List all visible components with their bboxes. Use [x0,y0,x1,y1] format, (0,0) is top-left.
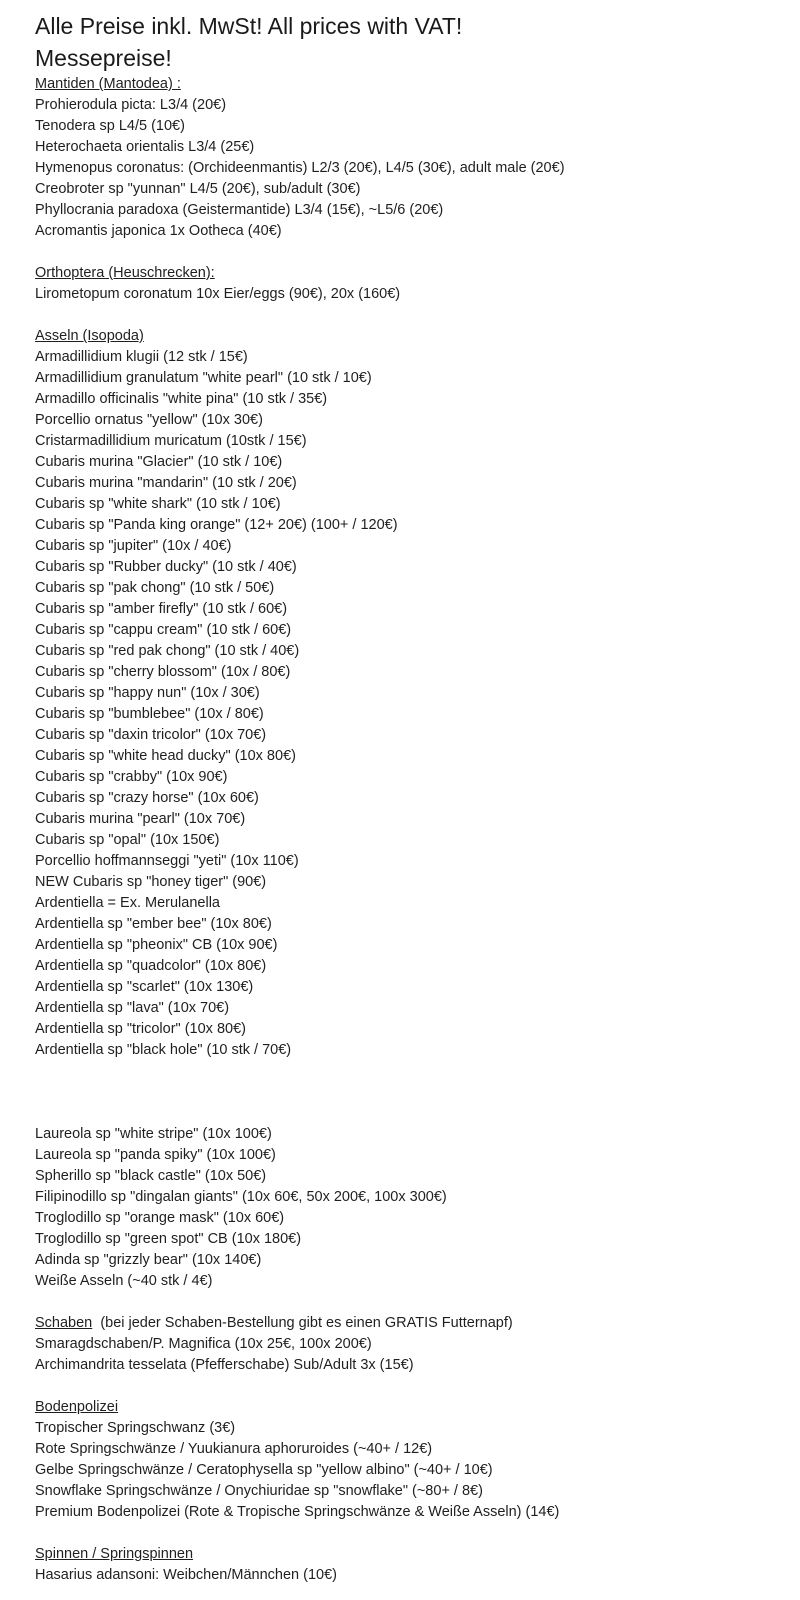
list-item: Adinda sp "grizzly bear" (10x 140€) [35,1252,262,1268]
section-heading-asseln: Asseln (Isopoda) [35,328,144,344]
list-item: Ardentiella sp "ember bee" (10x 80€) [35,916,272,932]
list-item: Cubaris sp "jupiter" (10x / 40€) [35,538,232,554]
list-item: Acromantis japonica 1x Ootheca (40€) [35,223,282,239]
list-item: Cubaris sp "happy nun" (10x / 30€) [35,685,260,701]
section-heading-mantiden: Mantiden (Mantodea) : [35,76,181,92]
list-item: Laureola sp "white stripe" (10x 100€) [35,1126,272,1142]
list-item: Laureola sp "panda spiky" (10x 100€) [35,1147,276,1163]
list-orthoptera [35,284,795,305]
list-item: Lirometopum coronatum 10x Eier/eggs (90€), 20x (160€) [35,286,401,302]
section-heading-spinnen: Spinnen / Springspinnen [35,1546,194,1562]
list-item: Cubaris sp "amber firefly" (10 stk / 60€) [35,601,288,617]
schaben-note: (bei jeder Schaben-Bestellung gibt es einen GRATIS Futternapf) [100,1315,513,1331]
list-item: Hasarius adansoni: Weibchen/Männchen (10€) [35,1567,337,1583]
list-item: Ardentiella sp "tricolor" (10x 80€) [35,1021,246,1037]
list-schaben [35,1334,795,1376]
list-item: NEW Cubaris sp "honey tiger" (90€) [35,874,267,890]
list-item: Cristarmadillidium muricatum (10stk / 15€) [35,433,307,449]
list-item: Ardentiella sp "lava" (10x 70€) [35,1000,230,1016]
list-item: Cubaris sp "cherry blossom" (10x / 80€) [35,664,291,680]
title-vat-notice: Alle Preise inkl. MwSt! All prices with VAT! [35,13,463,39]
section-schaben-header [35,1313,795,1334]
list-asseln [35,347,795,1061]
list-item: Spherillo sp "black castle" (10x 50€) [35,1168,267,1184]
list-item: Cubaris murina "pearl" (10x 70€) [35,811,246,827]
list-item: Tropischer Springschwanz (3€) [35,1420,236,1436]
section-heading-orthoptera: Orthoptera (Heuschrecken): [35,265,215,281]
list-item: Cubaris sp "Panda king orange" (12+ 20€) (100+ / 120€) [35,517,398,533]
list-item: Creobroter sp "yunnan" L4/5 (20€), sub/adult (30€) [35,181,361,197]
list-item: Porcellio hoffmannseggi "yeti" (10x 110€) [35,853,299,869]
list-asseln-continued [35,1124,795,1292]
list-item: Cubaris sp "crazy horse" (10x 60€) [35,790,259,806]
list-spinnen [35,1565,795,1586]
list-item: Ardentiella sp "black hole" (10 stk / 70€) [35,1042,292,1058]
list-item: Phyllocrania paradoxa (Geistermantide) L3/4 (15€), ~L5/6 (20€) [35,202,444,218]
list-item: Gelbe Springschwänze / Ceratophysella sp "yellow albino" (~40+ / 10€) [35,1462,493,1478]
list-item: Cubaris sp "Rubber ducky" (10 stk / 40€) [35,559,297,575]
section-heading-schaben: Schaben [35,1315,93,1331]
list-item: Troglodillo sp "green spot" CB (10x 180€) [35,1231,302,1247]
list-bodenpolizei [35,1418,795,1523]
price-list [35,10,795,1586]
list-item: Archimandrita tesselata (Pfefferschabe) Sub/Adult 3x (15€) [35,1357,414,1373]
section-heading-bodenpolizei: Bodenpolizei [35,1399,119,1415]
list-item: Cubaris sp "bumblebee" (10x / 80€) [35,706,264,722]
list-item: Cubaris sp "opal" (10x 150€) [35,832,220,848]
list-item: Heterochaeta orientalis L3/4 (25€) [35,139,255,155]
list-item: Armadillo officinalis "white pina" (10 stk / 35€) [35,391,328,407]
list-item: Rote Springschwänze / Yuukianura aphoruroides (~40+ / 12€) [35,1441,433,1457]
list-item: Cubaris murina "Glacier" (10 stk / 10€) [35,454,283,470]
list-item: Armadillidium granulatum "white pearl" (10 stk / 10€) [35,370,372,386]
list-item: Cubaris sp "crabby" (10x 90€) [35,769,228,785]
list-item: Weiße Asseln (~40 stk / 4€) [35,1273,213,1289]
list-item: Ardentiella = Ex. Merulanella [35,895,220,911]
list-item: Tenodera sp L4/5 (10€) [35,118,185,134]
list-item: Hymenopus coronatus: (Orchideenmantis) L2/3 (20€), L4/5 (30€), adult male (20€) [35,160,565,176]
list-item: Smaragdschaben/P. Magnifica (10x 25€, 100x 200€) [35,1336,372,1352]
list-item: Cubaris sp "white shark" (10 stk / 10€) [35,496,281,512]
list-item: Cubaris sp "cappu cream" (10 stk / 60€) [35,622,292,638]
list-item: Cubaris sp "red pak chong" (10 stk / 40€) [35,643,300,659]
list-item: Prohierodula picta: L3/4 (20€) [35,97,227,113]
list-item: Cubaris sp "pak chong" (10 stk / 50€) [35,580,275,596]
list-item: Ardentiella sp "scarlet" (10x 130€) [35,979,254,995]
list-item: Armadillidium klugii (12 stk / 15€) [35,349,248,365]
list-item: Troglodillo sp "orange mask" (10x 60€) [35,1210,285,1226]
list-item: Porcellio ornatus "yellow" (10x 30€) [35,412,263,428]
list-item: Filipinodillo sp "dingalan giants" (10x 60€, 50x 200€, 100x 300€) [35,1189,447,1205]
list-item: Cubaris sp "white head ducky" (10x 80€) [35,748,296,764]
title-fair-prices: Messepreise! [35,45,172,71]
list-mantiden [35,95,795,242]
list-item: Premium Bodenpolizei (Rote & Tropische Springschwänze & Weiße Asseln) (14€) [35,1504,560,1520]
list-item: Cubaris sp "daxin tricolor" (10x 70€) [35,727,267,743]
list-item: Snowflake Springschwänze / Onychiuridae sp "snowflake" (~80+ / 8€) [35,1483,483,1499]
list-item: Cubaris murina "mandarin" (10 stk / 20€) [35,475,297,491]
list-item: Ardentiella sp "pheonix" CB (10x 90€) [35,937,278,953]
list-item: Ardentiella sp "quadcolor" (10x 80€) [35,958,267,974]
